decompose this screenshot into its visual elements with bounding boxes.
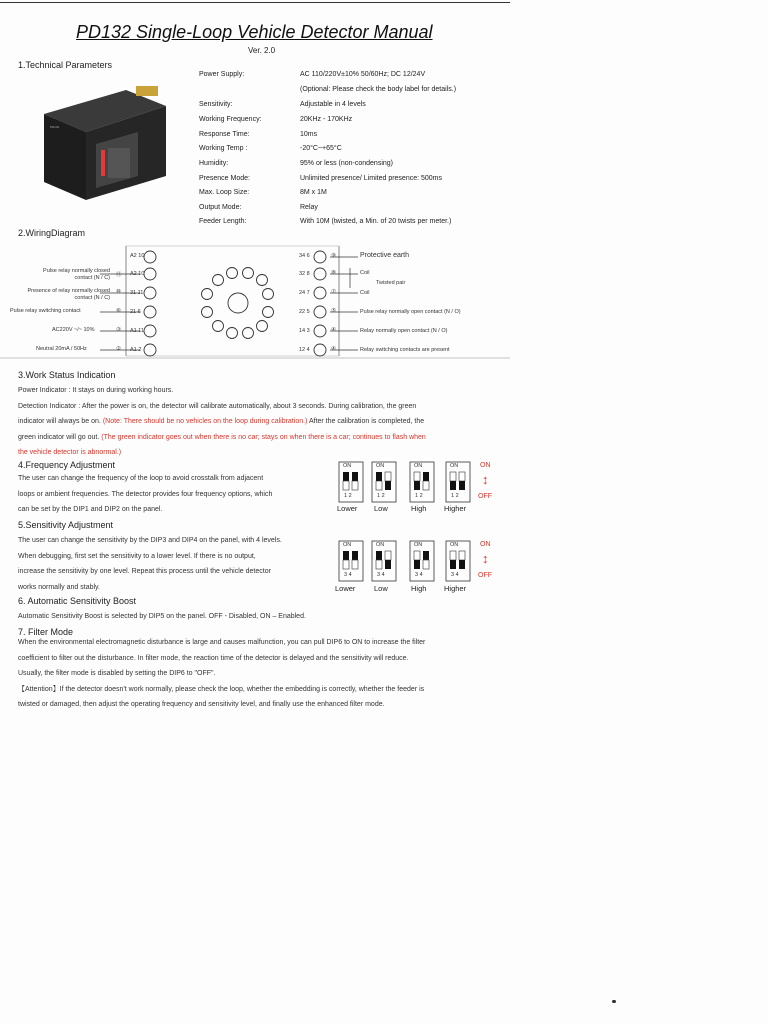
wiring-label-left: Neutral 20mA / 50Hz [36, 346, 87, 352]
terminal-code: A2 10 [130, 253, 145, 259]
section-sens-heading: 5.Sensitivity Adjustment [18, 520, 114, 530]
sens-level-higher: Higher [444, 584, 467, 593]
wiring-label-left: Pulse relay normally closed contact (N / C) [43, 268, 110, 281]
dip-arrow-icon: ↕ [482, 472, 489, 487]
spec-row [199, 86, 539, 101]
filter-line: Usually, the filter mode is disabled by setting the DIP6 to "OFF". [18, 670, 216, 677]
spec-label: Humidity: [199, 160, 229, 167]
spec-label: Power Supply: [199, 71, 245, 78]
detect-text-3a: green indicator will go out. [18, 433, 102, 441]
dip-switch-numbers: 3 4 [415, 572, 423, 578]
spec-row [199, 116, 539, 131]
detect-text-1: Detection Indicator : After the power is on, the detector will calibrate automatically, about 3 seconds. During calibration, the green [18, 402, 417, 410]
spec-row [199, 131, 539, 146]
spec-value: Unlimited presence/ Limited presence: 500ms [300, 175, 443, 182]
wiring-num: ⑧ [331, 270, 336, 276]
terminal-code: 34 6 [299, 253, 310, 259]
freq-level-higher: Higher [444, 504, 467, 513]
terminal-code: 24 7 [299, 290, 310, 296]
freq-level-low: Low [374, 504, 388, 513]
wiring-label-right: Protective earth [360, 252, 410, 259]
spec-row [199, 218, 539, 233]
spec-row [199, 189, 539, 204]
section-boost-heading: 6. Automatic Sensitivity Boost [18, 596, 137, 606]
dip-off-indicator: OFF [478, 493, 492, 500]
sens-level-high: High [411, 584, 427, 593]
section-wiring-heading: 2.WiringDiagram [18, 228, 86, 238]
indicator-note: (The green indicator goes out when there is no car; stays on when there is a car; continues to flash when [101, 433, 426, 441]
spec-value: 8M x 1M [300, 189, 327, 196]
terminal-code: 21 6 [130, 309, 141, 315]
freq-line: loops or ambient frequencies. The detector provides four frequency options, which [18, 490, 273, 498]
spec-value: 20KHz - 170KHz [300, 116, 353, 123]
spec-label: Working Temp : [199, 145, 248, 152]
wiring-label-right: Coil [360, 270, 370, 276]
spec-table [199, 71, 539, 236]
detect-text-3 [18, 430, 518, 446]
scan-speck [612, 1000, 616, 1003]
filter-text [18, 635, 518, 713]
svg-text:PD132: PD132 [50, 125, 60, 129]
terminal-code: 12 4 [299, 347, 310, 353]
section-status-heading: 3.Work Status Indication [18, 370, 116, 380]
wiring-label-left: AC220V ~/~ 10% [52, 327, 95, 333]
spec-row [199, 204, 539, 219]
terminal-code: 32 8 [299, 271, 310, 277]
wiring-label-right: Pulse relay normally open contact (N / O) [360, 309, 461, 315]
spec-row [199, 71, 539, 86]
wiring-num: ④ [331, 327, 336, 333]
wiring-num: ③ [116, 327, 121, 333]
terminal-code: 22 5 [299, 309, 310, 315]
wiring-num: ⑩ [116, 289, 121, 295]
spec-value: With 10M (twisted, a Min. of 20 twists per meter.) [300, 218, 452, 225]
section-tech-heading: 1.Technical Parameters [18, 60, 113, 70]
spec-label: Response Time: [199, 131, 250, 138]
wiring-num: ⑥ [116, 308, 121, 314]
detect-text-2c: After the calibration is completed, the [307, 418, 425, 425]
dip-on-label: ON [450, 463, 459, 469]
spec-label: Max. Loop Size: [199, 189, 250, 196]
dip-switch-numbers: 1 2 [344, 493, 352, 499]
spec-row [199, 160, 539, 175]
power-indicator-text: Power Indicator : It stays on during working hours. [18, 387, 174, 394]
dip-on-label: ON [450, 542, 459, 548]
wiring-label-right: Relay switching contacts are present [360, 347, 450, 353]
wiring-num: ⑦ [331, 289, 336, 295]
wiring-label-left: Presence of relay normally closed contact (N / C) [27, 288, 110, 301]
wiring-label-left: Pulse relay switching contact [10, 308, 81, 314]
calibration-note: (Note: There should be no vehicles on the loop during calibration.) [102, 418, 308, 425]
detect-text-2a: indicator will always be on. [18, 418, 103, 425]
spec-value: 95% or less (non-condensing) [300, 160, 393, 167]
spec-value: AC 110/220V±10% 50/60Hz; DC 12/24V [300, 71, 426, 78]
spec-label: Working Frequency: [199, 116, 262, 123]
spec-row [199, 101, 539, 116]
terminal-code: A1 11 [130, 328, 144, 334]
filter-line: 【Attention】If the detector doesn't work normally, please check the loop, whether the embedding is correctly, whether the feeder is [18, 685, 425, 693]
detect-text-2 [18, 414, 518, 430]
dip-switch-numbers: 1 2 [377, 493, 385, 499]
detect-text-4: the vehicle detector is abnormal.) [18, 449, 122, 456]
spec-label: Sensitivity: [199, 101, 233, 108]
wiring-num: ⑤ [331, 308, 336, 314]
dip-on-label: ON [343, 542, 352, 548]
filter-line: coefficient to filter out the disturbance. In filter mode, the reaction time of the detector is delayed and the sensitivity will reduce. [18, 654, 409, 662]
wiring-num: ② [116, 346, 121, 352]
wiring-label-right: Coil [360, 290, 370, 296]
terminal-code: 31 11 [130, 290, 144, 296]
sens-dip-group [336, 539, 506, 597]
spec-row [199, 145, 539, 160]
version-label: Ver. 2.0 [248, 46, 276, 55]
sens-line: The user can change the sensitivity by the DIP3 and DIP4 on the panel, with 4 levels. [18, 537, 282, 544]
dip-switch-numbers: 3 4 [377, 572, 385, 578]
freq-line: can be set by the DIP1 and DIP2 on the panel. [18, 506, 163, 513]
spec-label: Presence Mode: [199, 175, 250, 182]
dip-switch-numbers: 3 4 [451, 572, 459, 578]
status-text [18, 383, 518, 461]
spec-label: Output Mode: [199, 204, 242, 211]
wiring-num: ⑪ [116, 272, 122, 278]
sens-text [18, 533, 338, 595]
freq-level-high: High [411, 504, 427, 513]
spec-value: Relay [300, 204, 318, 211]
dip-switch-numbers: 1 2 [451, 493, 459, 499]
wiring-num: ⑨ [331, 253, 336, 259]
dip-on-label: ON [376, 542, 385, 548]
spec-value: (Optional: Please check the body label for details.) [300, 86, 457, 93]
dip-arrow-icon: ↕ [482, 551, 489, 566]
boost-text: Automatic Sensitivity Boost is selected by DIP5 on the panel. OFF - Disabled, ON – Enabled. [18, 613, 306, 620]
filter-line: When the environmental electromagnetic disturbance is large and causes malfunction, you can pull DIP6 to ON to increase the filter [18, 639, 426, 646]
wiring-num: ④ [331, 346, 336, 352]
section-filter-heading: 7. Filter Mode [18, 627, 74, 637]
terminal-code: A1 2 [130, 347, 142, 353]
sens-line: When debugging, first set the sensitivity to a lower level. If there is no output, [18, 552, 256, 560]
freq-text [18, 471, 338, 518]
terminal-code: 14 3 [299, 328, 310, 334]
dip-off-indicator: OFF [478, 572, 492, 579]
section-freq-heading: 4.Frequency Adjustment [18, 460, 116, 470]
page-title: PD132 Single-Loop Vehicle Detector Manual [76, 22, 433, 42]
dip-on-label: ON [414, 463, 423, 469]
spec-value: -20°C~+65°C [300, 145, 342, 152]
spec-row [199, 175, 539, 190]
spec-label: Feeder Length: [199, 218, 247, 225]
wiring-diagram [0, 240, 768, 365]
sens-line: works normally and stably. [18, 583, 100, 591]
freq-dip-group [336, 460, 506, 516]
filter-line: twisted or damaged, then adjust the operating frequency and sensitivity level, and finally use the enhanced filter mode. [18, 701, 385, 708]
dip-on-indicator: ON [480, 462, 491, 469]
freq-line: The user can change the frequency of the loop to avoid crosstalk from adjacent [18, 475, 264, 482]
terminal-code: A2 10 [130, 271, 145, 277]
dip-on-indicator: ON [480, 541, 491, 548]
product-photo [38, 84, 168, 204]
top-rule [0, 2, 510, 3]
sens-level-low: Low [374, 584, 388, 593]
freq-level-lower: Lower [337, 504, 358, 513]
spec-value: Adjustable in 4 levels [300, 101, 366, 108]
twisted-pair-label: Twisted pair [376, 280, 406, 286]
dip-on-label: ON [414, 542, 423, 548]
sens-line: increase the sensitivity by one level. Repeat this process until the vehicle detector [18, 568, 271, 575]
dip-on-label: ON [376, 463, 385, 469]
wiring-label-right: Relay normally open contact (N / O) [360, 328, 448, 334]
spec-value: 10ms [300, 131, 318, 138]
dip-switch-numbers: 3 4 [344, 572, 352, 578]
sens-level-lower: Lower [335, 584, 356, 593]
dip-on-label: ON [343, 463, 352, 469]
dip-switch-numbers: 1 2 [415, 493, 423, 499]
